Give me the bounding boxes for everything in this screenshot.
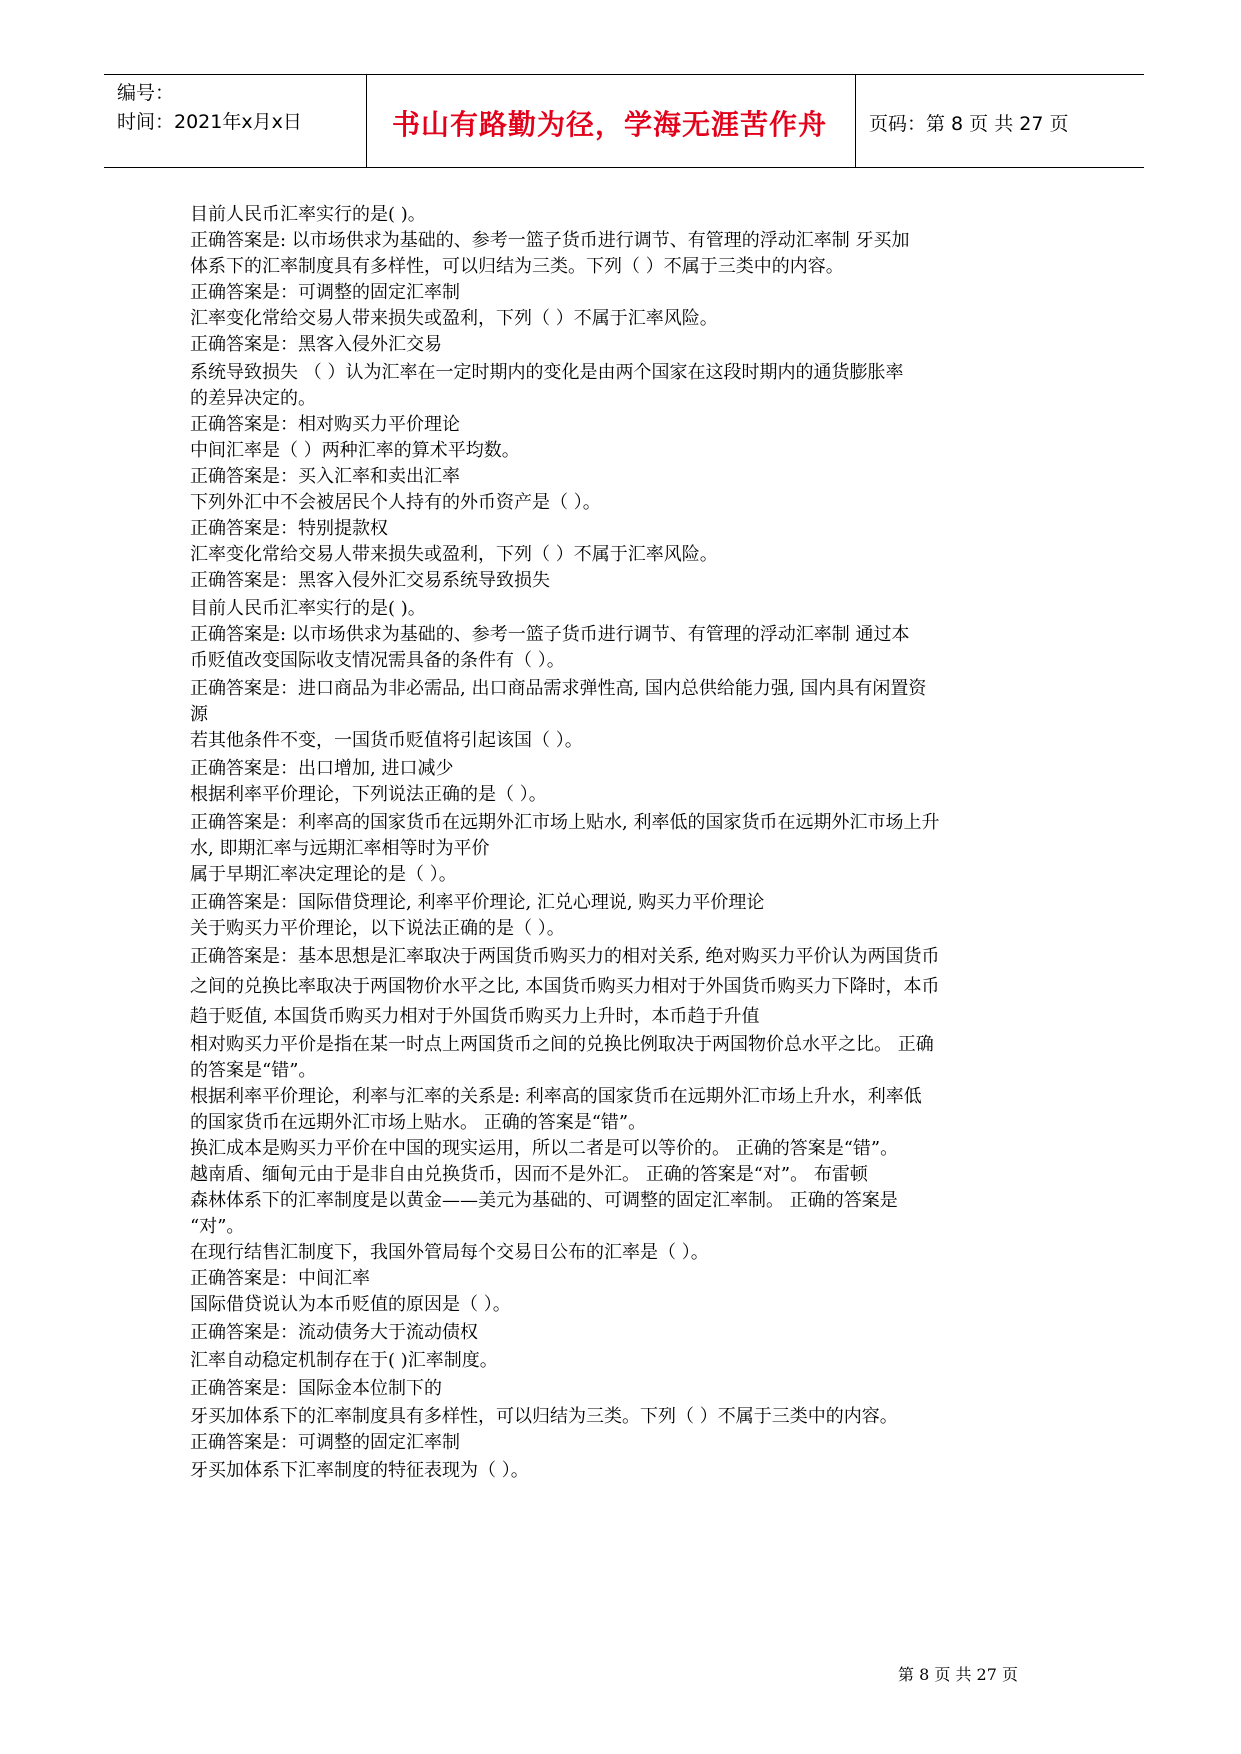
text-line: 下列外汇中不会被居民个人持有的外币资产是（ ）。	[190, 492, 601, 513]
text-line: 趋于贬值, 本国货币购买力相对于外国货币购买力上升时，本币趋于升值	[190, 1006, 760, 1027]
text-line: 正确答案是：黑客入侵外汇交易	[190, 334, 442, 355]
text-line: 的答案是“错”。	[190, 1060, 317, 1081]
text-line: 正确答案是：可调整的固定汇率制	[190, 282, 460, 303]
text-line: 正确答案是：黑客入侵外汇交易系统导致损失	[190, 570, 550, 591]
text-line: 汇率变化常给交易人带来损失或盈利，下列（ ）不属于汇率风险。	[190, 308, 718, 329]
text-line: 根据利率平价理论，下列说法正确的是（ ）。	[190, 784, 547, 805]
text-line: 正确答案是：进口商品为非必需品, 出口商品需求弹性高, 国内总供给能力强, 国内具有闲置资	[190, 678, 927, 699]
text-line: 源	[190, 704, 208, 725]
text-line: 正确答案是：中间汇率	[190, 1268, 370, 1289]
text-line: 牙买加体系下汇率制度的特征表现为（ ）。	[190, 1460, 529, 1481]
text-line: 汇率变化常给交易人带来损失或盈利，下列（ ）不属于汇率风险。	[190, 544, 718, 565]
text-line: 若其他条件不变，一国货币贬值将引起该国（ ）。	[190, 730, 583, 751]
text-line: 国际借贷说认为本币贬值的原因是（ ）。	[190, 1294, 511, 1315]
text-line: 之间的兑换比率取决于两国物价水平之比, 本国货币购买力相对于外国货币购买力下降时，本币	[190, 976, 940, 997]
text-line: 根据利率平价理论，利率与汇率的关系是: 利率高的国家货币在远期外汇市场上升水，利率低	[190, 1086, 922, 1107]
text-line: 正确答案是：可调整的固定汇率制	[190, 1432, 460, 1453]
page-indicator: 页码：第 8 页 共 27 页	[869, 113, 1069, 135]
text-line: 汇率自动稳定机制存在于( )汇率制度。	[190, 1350, 498, 1371]
text-line: 属于早期汇率决定理论的是（ ）。	[190, 864, 457, 885]
header-bottom-rule	[104, 167, 1144, 168]
text-line: 在现行结售汇制度下，我国外管局每个交易日公布的汇率是（ ）。	[190, 1242, 709, 1263]
header-divider-right	[855, 74, 856, 168]
text-line: 正确答案是：特别提款权	[190, 518, 388, 539]
text-line: 关于购买力平价理论，以下说法正确的是（ ）。	[190, 918, 565, 939]
text-line: 正确答案是：流动债务大于流动债权	[190, 1322, 478, 1343]
text-line: 体系下的汇率制度具有多样性，可以归结为三类。下列（ ）不属于三类中的内容。	[190, 256, 844, 277]
text-line: 水, 即期汇率与远期汇率相等时为平价	[190, 838, 490, 859]
time-label: 时间：2021年x月x日	[117, 111, 302, 133]
text-line: 中间汇率是（ ）两种汇率的算术平均数。	[190, 440, 520, 461]
text-line: 的国家货币在远期外汇市场上贴水。 正确的答案是“错”。	[190, 1112, 647, 1133]
text-line: 正确答案是：国际借贷理论, 利率平价理论, 汇兑心理说, 购买力平价理论	[190, 892, 765, 913]
header-divider-left	[366, 74, 367, 168]
text-line: 换汇成本是购买力平价在中国的现实运用，所以二者是可以等价的。 正确的答案是“错”。	[190, 1138, 899, 1159]
motto-title: 书山有路勤为径，学海无涯苦作舟	[392, 108, 828, 141]
text-line: 目前人民币汇率实行的是( )。	[190, 204, 426, 225]
text-line: 正确答案是：基本思想是汇率取决于两国货币购买力的相对关系, 绝对购买力平价认为两国货币	[190, 946, 940, 967]
text-line: “对”。	[190, 1216, 245, 1237]
text-line: 的差异决定的。	[190, 388, 316, 409]
text-line: 正确答案是：国际金本位制下的	[190, 1378, 442, 1399]
text-line: 越南盾、缅甸元由于是非自由兑换货币，因而不是外汇。 正确的答案是“对”。 布雷顿	[190, 1164, 868, 1185]
number-label: 编号：	[117, 82, 175, 104]
text-line: 牙买加体系下的汇率制度具有多样性，可以归结为三类。下列（ ）不属于三类中的内容。	[190, 1406, 898, 1427]
text-line: 正确答案是: 以市场供求为基础的、参考一篮子货币进行调节、有管理的浮动汇率制 牙买加	[190, 230, 910, 251]
text-line: 正确答案是：相对购买力平价理论	[190, 414, 460, 435]
text-line: 正确答案是：买入汇率和卖出汇率	[190, 466, 460, 487]
text-line: 正确答案是：出口增加, 进口减少	[190, 758, 454, 779]
text-line: 正确答案是: 以市场供求为基础的、参考一篮子货币进行调节、有管理的浮动汇率制 通过本	[190, 624, 910, 645]
text-line: 目前人民币汇率实行的是( )。	[190, 598, 426, 619]
text-line: 相对购买力平价是指在某一时点上两国货币之间的兑换比例取决于两国物价总水平之比。 正确	[190, 1034, 934, 1055]
text-line: 正确答案是：利率高的国家货币在远期外汇市场上贴水, 利率低的国家货币在远期外汇市场上升	[190, 812, 940, 833]
text-line: 币贬值改变国际收支情况需具备的条件有（ ）。	[190, 650, 565, 671]
header-top-rule	[104, 74, 1144, 75]
footer-page-number: 第 8 页 共 27 页	[898, 1665, 1018, 1684]
text-line: 系统导致损失 （ ）认为汇率在一定时期内的变化是由两个国家在这段时期内的通货膨胀率	[190, 362, 904, 383]
text-line: 森林体系下的汇率制度是以黄金——美元为基础的、可调整的固定汇率制。 正确的答案是	[190, 1190, 898, 1211]
